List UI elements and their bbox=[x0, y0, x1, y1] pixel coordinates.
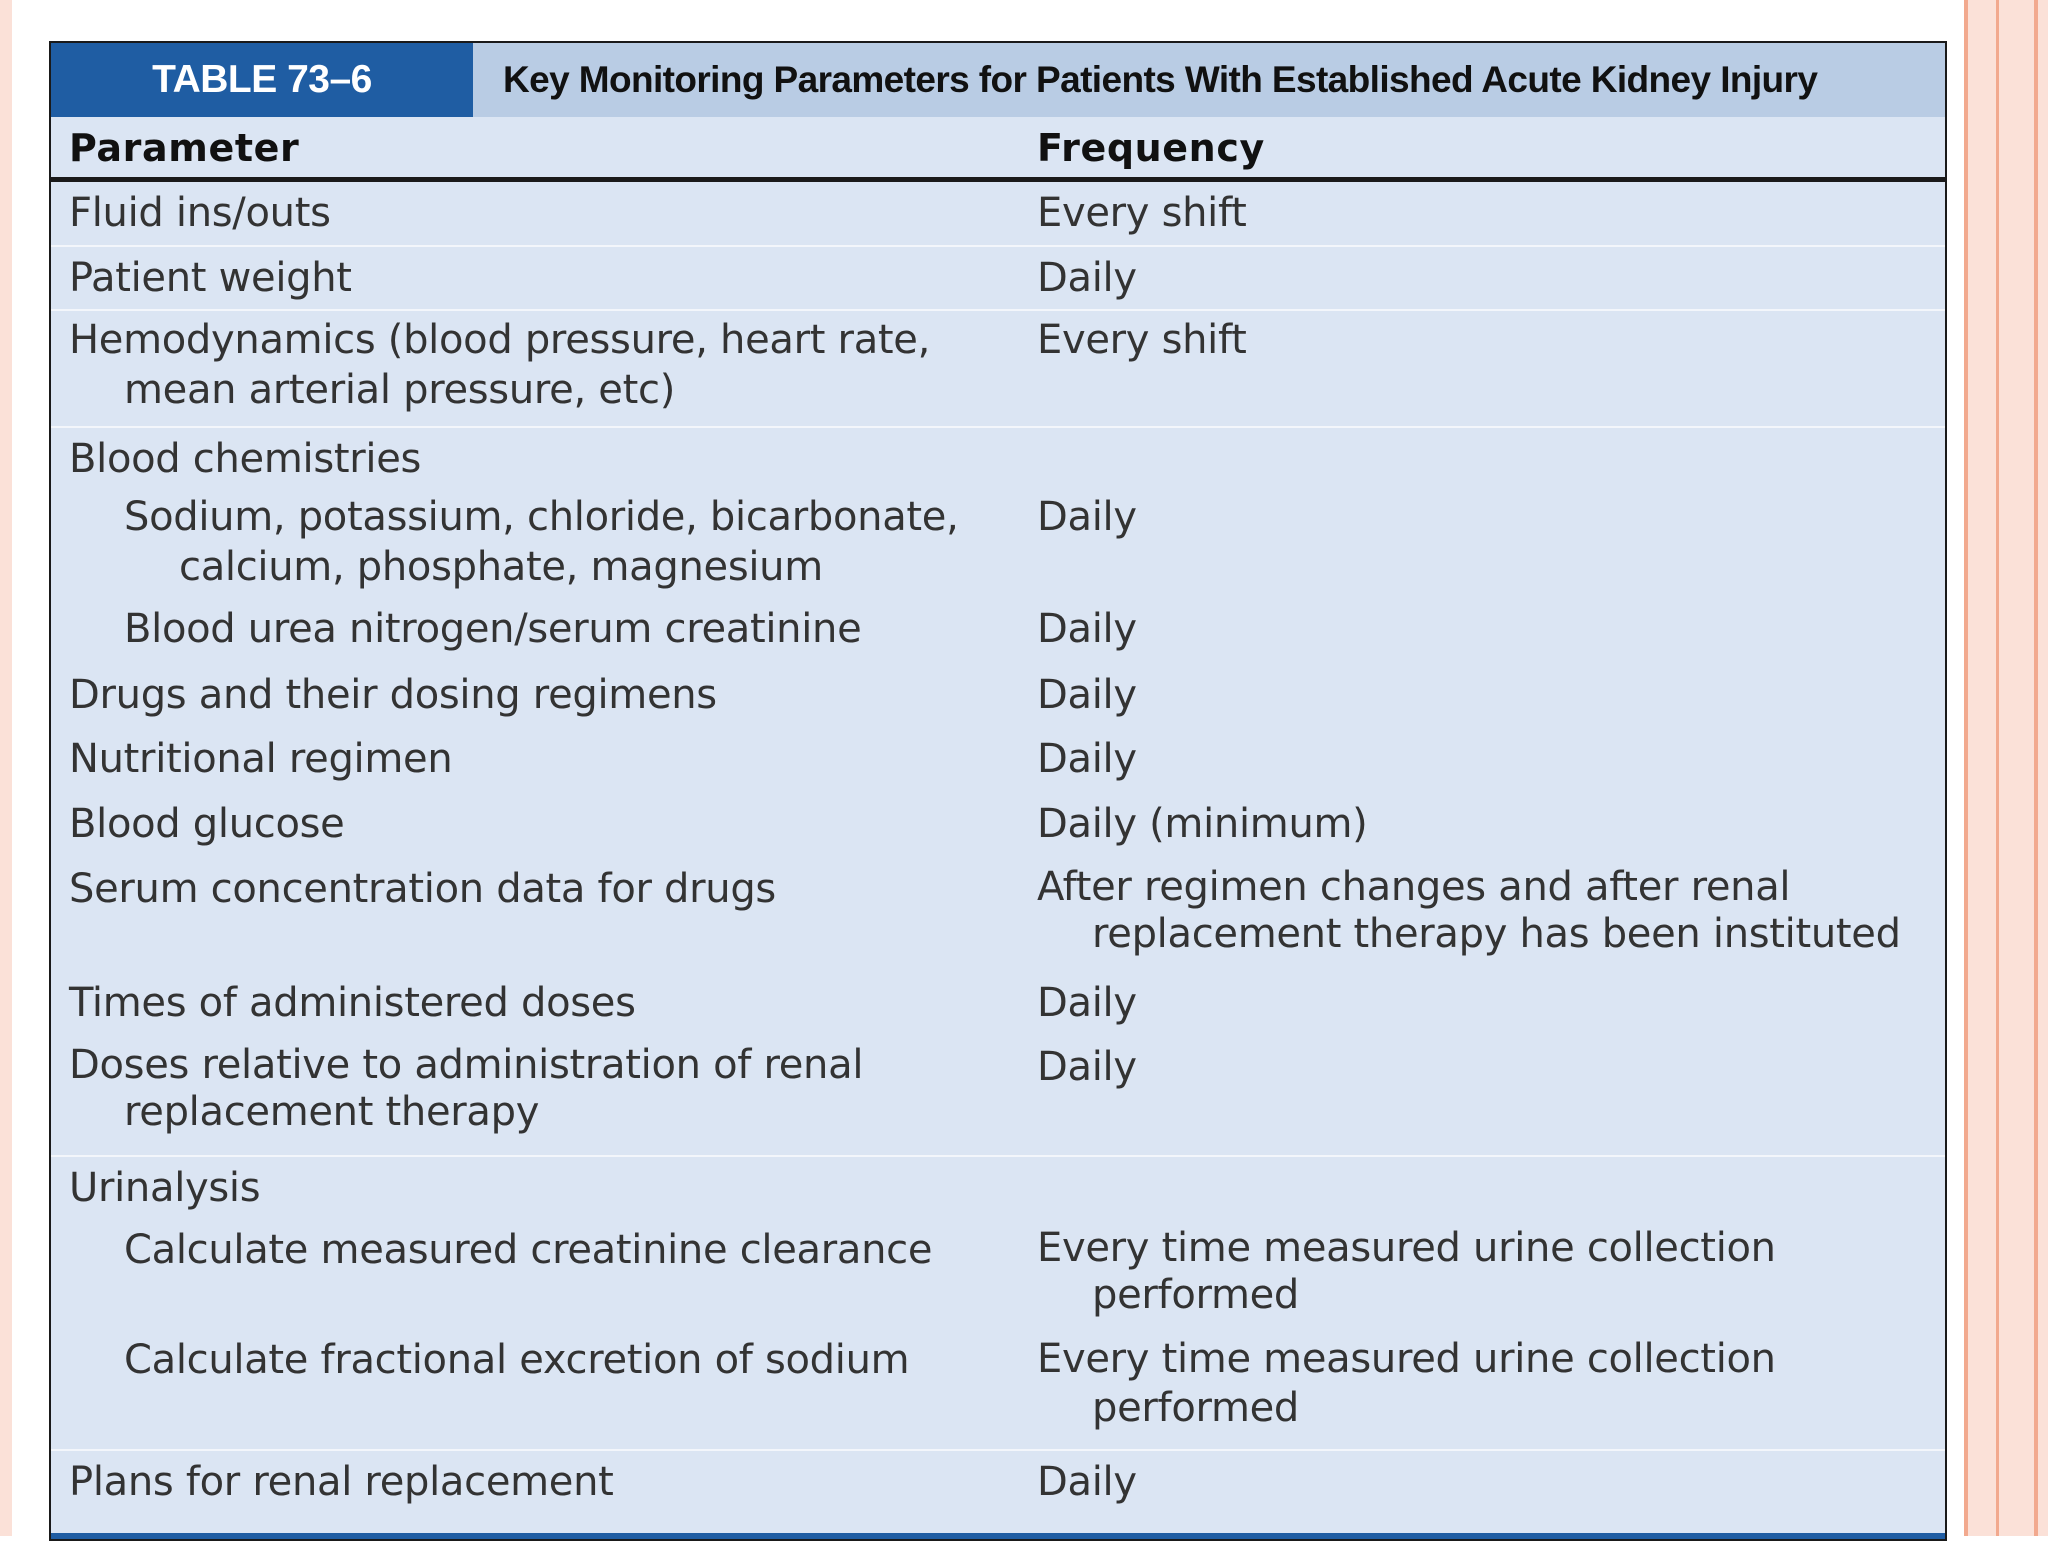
table-row bbox=[51, 670, 1945, 734]
cell-text: Blood glucose bbox=[69, 801, 345, 847]
slide-left-border bbox=[0, 0, 12, 1536]
parameter-cell bbox=[124, 492, 1064, 592]
cell-text: Sodium, potassium, chloride, bicarbonate, bbox=[124, 494, 959, 540]
table-row bbox=[51, 734, 1945, 799]
cell-text: Daily bbox=[1037, 1459, 1137, 1505]
frequency-cell bbox=[1037, 188, 1927, 238]
frequency-cell bbox=[1037, 492, 1927, 542]
monitoring-table bbox=[49, 41, 1947, 1541]
parameter-cell bbox=[69, 253, 1009, 303]
column-header-parameter: Parameter bbox=[69, 126, 300, 170]
cell-text: replacement therapy bbox=[124, 1089, 540, 1135]
cell-text: Calculate fractional excretion of sodium bbox=[124, 1337, 910, 1383]
parameter-cell bbox=[69, 978, 1009, 1028]
table-row bbox=[51, 799, 1945, 864]
cell-text: Daily (minimum) bbox=[1037, 801, 1368, 847]
frequency-cell bbox=[1037, 1457, 1927, 1507]
parameter-cell bbox=[69, 434, 1009, 484]
cell-text: After regimen changes and after renal bbox=[1037, 864, 1791, 910]
column-header-row bbox=[51, 117, 1945, 182]
frequency-cell bbox=[1037, 1335, 1927, 1433]
frequency-cell bbox=[1037, 604, 1927, 654]
frequency-cell bbox=[1037, 670, 1927, 720]
frequency-cell bbox=[1037, 1042, 1927, 1092]
table-row bbox=[51, 1451, 1945, 1523]
table-row bbox=[51, 247, 1945, 311]
cell-text: Every shift bbox=[1037, 317, 1247, 363]
cell-text: Calculate measured creatinine clearance bbox=[124, 1227, 933, 1273]
parameter-cell bbox=[69, 734, 1009, 784]
cell-text: Daily bbox=[1037, 606, 1137, 652]
cell-text: Daily bbox=[1037, 494, 1137, 540]
table-row bbox=[51, 311, 1945, 428]
slide-border-line bbox=[1996, 0, 1999, 1536]
cell-text: Urinalysis bbox=[69, 1165, 261, 1211]
table-title: Key Monitoring Parameters for Patients With Established Acute Kidney Injury bbox=[503, 59, 1818, 100]
table-row bbox=[51, 1335, 1945, 1451]
table-title-row bbox=[51, 43, 1945, 117]
cell-text: Daily bbox=[1037, 736, 1137, 782]
parameter-cell bbox=[124, 1335, 1064, 1385]
frequency-cell bbox=[1037, 799, 1927, 849]
cell-text: Every shift bbox=[1037, 190, 1247, 236]
parameter-cell bbox=[69, 799, 1009, 849]
cell-text: Hemodynamics (blood pressure, heart rate, bbox=[69, 317, 931, 363]
frequency-cell bbox=[1037, 315, 1927, 365]
slide-border-line bbox=[2034, 0, 2038, 1536]
parameter-cell bbox=[69, 1042, 1009, 1136]
parameter-cell bbox=[69, 670, 1009, 720]
cell-text: Times of administered doses bbox=[69, 980, 636, 1026]
cell-text: Nutritional regimen bbox=[69, 736, 453, 782]
cell-text: Patient weight bbox=[69, 255, 352, 301]
frequency-cell bbox=[1037, 1225, 1927, 1319]
frequency-cell bbox=[1037, 253, 1927, 303]
parameter-cell bbox=[69, 1457, 1009, 1507]
cell-text: performed bbox=[1092, 1272, 1300, 1318]
column-header-frequency: Frequency bbox=[1037, 126, 1265, 170]
table-row bbox=[51, 488, 1945, 604]
table-row-group-heading bbox=[51, 428, 1945, 488]
cell-text: Daily bbox=[1037, 255, 1137, 301]
table-row bbox=[51, 1042, 1945, 1157]
cell-text: Doses relative to administration of renal bbox=[69, 1042, 864, 1088]
cell-text: Daily bbox=[1037, 672, 1137, 718]
cell-text: mean arterial pressure, etc) bbox=[124, 367, 675, 413]
parameter-cell bbox=[124, 604, 1064, 654]
frequency-cell bbox=[1037, 864, 1927, 958]
cell-text: Blood urea nitrogen/serum creatinine bbox=[124, 606, 862, 652]
slide-border-line bbox=[1964, 0, 1968, 1536]
cell-text: Every time measured urine collection bbox=[1037, 1336, 1776, 1382]
table-row bbox=[51, 182, 1945, 247]
cell-text: Every time measured urine collection bbox=[1037, 1225, 1776, 1271]
table-row-group-heading bbox=[51, 1157, 1945, 1221]
table-number: TABLE 73–6 bbox=[51, 43, 473, 117]
cell-text: Drugs and their dosing regimens bbox=[69, 672, 717, 718]
parameter-cell bbox=[69, 188, 1009, 238]
cell-text: calcium, phosphate, magnesium bbox=[179, 544, 823, 590]
table-row bbox=[51, 978, 1945, 1042]
cell-text: Serum concentration data for drugs bbox=[69, 866, 776, 912]
cell-text: Daily bbox=[1037, 1044, 1137, 1090]
table-row bbox=[51, 864, 1945, 978]
frequency-cell bbox=[1037, 734, 1927, 784]
cell-text: Fluid ins/outs bbox=[69, 190, 331, 236]
parameter-cell bbox=[124, 1225, 1064, 1275]
cell-text: performed bbox=[1092, 1385, 1300, 1431]
parameter-cell bbox=[69, 1163, 1009, 1213]
frequency-cell bbox=[1037, 978, 1927, 1028]
cell-text: replacement therapy has been instituted bbox=[1092, 911, 1901, 957]
table-bottom-rule bbox=[51, 1533, 1945, 1539]
parameter-cell bbox=[69, 864, 1009, 914]
table-row bbox=[51, 1221, 1945, 1335]
cell-text: Blood chemistries bbox=[69, 436, 422, 482]
parameter-cell bbox=[69, 315, 1009, 415]
cell-text: Plans for renal replacement bbox=[69, 1459, 614, 1505]
table-row bbox=[51, 604, 1945, 670]
table-body bbox=[51, 182, 1945, 1523]
cell-text: Daily bbox=[1037, 980, 1137, 1026]
